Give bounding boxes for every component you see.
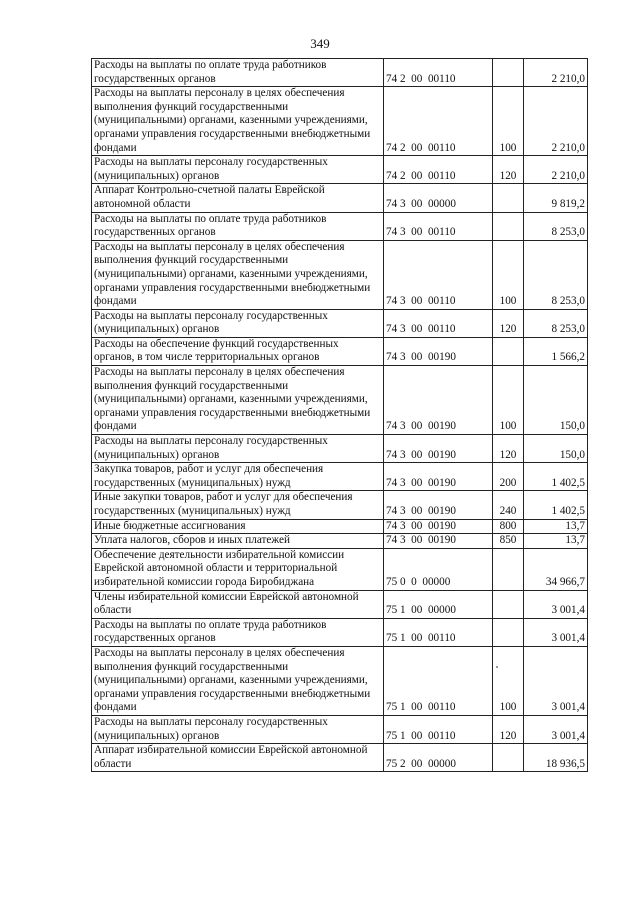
row-name: Расходы на выплаты персоналу государственных (муниципальных) органов: [92, 156, 384, 184]
table-row: [92, 240, 588, 309]
table-row: [92, 646, 588, 715]
row-type: [493, 59, 524, 87]
row-amount: 3 001,4: [524, 590, 588, 618]
row-code: 75 1 00 00110: [384, 618, 493, 646]
row-type: [493, 744, 524, 772]
row-code: 74 2 00 00110: [384, 59, 493, 87]
row-amount: 1 402,5: [524, 491, 588, 519]
page-number: 349: [310, 36, 330, 51]
row-code: 74 3 00 00190: [384, 491, 493, 519]
row-type: [493, 618, 524, 646]
row-type: 800: [493, 519, 524, 534]
row-code: 74 3 00 00190: [384, 463, 493, 491]
row-amount: 2 210,0: [524, 59, 588, 87]
table-row: [92, 366, 588, 435]
table-row: [92, 590, 588, 618]
row-type: 120: [493, 435, 524, 463]
row-name: Расходы на выплаты персоналу в целях обеспечения выполнения функций государственными (муниципальными) органами, казенными учреждениями, органами управления государственными внебюджетными фондами: [92, 366, 384, 435]
row-code: 74 3 00 00000: [384, 184, 493, 212]
row-type: 120: [493, 715, 524, 743]
row-code: 75 1 00 00110: [384, 646, 493, 715]
row-type: 120: [493, 309, 524, 337]
row-name: Расходы на выплаты персоналу в целях обеспечения выполнения функций государственными (муниципальными) органами, казенными учреждениями, органами управления государственными внебюджетными фондами: [92, 240, 384, 309]
row-code: 75 1 00 00110: [384, 715, 493, 743]
row-type: 240: [493, 491, 524, 519]
row-amount: 13,7: [524, 519, 588, 534]
row-amount: 3 001,4: [524, 715, 588, 743]
row-amount: 8 253,0: [524, 240, 588, 309]
row-amount: 150,0: [524, 435, 588, 463]
row-name: Расходы на обеспечение функций государственных органов, в том числе территориальных органов: [92, 337, 384, 365]
table-row: [92, 156, 588, 184]
row-code: 75 2 00 00000: [384, 744, 493, 772]
row-name: Расходы на выплаты персоналу в целях обеспечения выполнения функций государственными (муниципальными) органами, казенными учреждениями, органами управления государственными внебюджетными фондами: [92, 87, 384, 156]
row-amount: 2 210,0: [524, 87, 588, 156]
row-name: Расходы на выплаты персоналу государственных (муниципальных) органов: [92, 309, 384, 337]
table-row: [92, 435, 588, 463]
row-type: 100: [493, 366, 524, 435]
row-type: 850: [493, 534, 524, 549]
table-row: [92, 309, 588, 337]
row-code: 74 3 00 00190: [384, 519, 493, 534]
row-type: [493, 548, 524, 590]
row-name: Аппарат избирательной комиссии Еврейской автономной области: [92, 744, 384, 772]
budget-table: [91, 58, 588, 772]
row-code: 74 3 00 00110: [384, 309, 493, 337]
row-type: 100: [493, 646, 524, 715]
row-name: Расходы на выплаты по оплате труда работников государственных органов: [92, 59, 384, 87]
row-type: 200: [493, 463, 524, 491]
row-amount: 2 210,0: [524, 156, 588, 184]
row-amount: 8 253,0: [524, 309, 588, 337]
row-code: 75 0 0 00000: [384, 548, 493, 590]
row-code: 75 1 00 00000: [384, 590, 493, 618]
table-row: [92, 491, 588, 519]
row-amount: 8 253,0: [524, 212, 588, 240]
row-code: 74 3 00 00110: [384, 240, 493, 309]
row-name: Закупка товаров, работ и услуг для обеспечения государственных (муниципальных) нужд: [92, 463, 384, 491]
table-row: [92, 212, 588, 240]
row-code: 74 3 00 00110: [384, 212, 493, 240]
row-code: 74 3 00 00190: [384, 534, 493, 549]
row-name: Расходы на выплаты персоналу в целях обеспечения выполнения функций государственными (муниципальными) органами, казенными учреждениями, органами управления государственными внебюджетными фондами: [92, 646, 384, 715]
table-row: [92, 715, 588, 743]
row-code: 74 2 00 00110: [384, 87, 493, 156]
row-type: [493, 184, 524, 212]
row-type: [493, 590, 524, 618]
row-name: Расходы на выплаты персоналу государственных (муниципальных) органов: [92, 715, 384, 743]
table-row: [92, 337, 588, 365]
row-amount: 3 001,4: [524, 646, 588, 715]
row-amount: 13,7: [524, 534, 588, 549]
table-row: [92, 618, 588, 646]
row-amount: 3 001,4: [524, 618, 588, 646]
row-code: 74 3 00 00190: [384, 366, 493, 435]
table-row: [92, 548, 588, 590]
row-code: 74 2 00 00110: [384, 156, 493, 184]
row-name: Иные закупки товаров, работ и услуг для обеспечения государственных (муниципальных) нужд: [92, 491, 384, 519]
row-amount: 9 819,2: [524, 184, 588, 212]
row-type: [493, 337, 524, 365]
row-code: 74 3 00 00190: [384, 337, 493, 365]
row-type: 100: [493, 240, 524, 309]
row-amount: 1 402,5: [524, 463, 588, 491]
row-name: Иные бюджетные ассигнования: [92, 519, 384, 534]
row-name: Члены избирательной комиссии Еврейской автономной области: [92, 590, 384, 618]
table-row: [92, 463, 588, 491]
table-row: [92, 87, 588, 156]
table-row: [92, 519, 588, 534]
table-row: [92, 59, 588, 87]
row-type: [493, 212, 524, 240]
row-amount: 18 936,5: [524, 744, 588, 772]
scan-speck: [496, 666, 498, 668]
table-row: [92, 744, 588, 772]
row-type: 120: [493, 156, 524, 184]
row-name: Расходы на выплаты по оплате труда работников государственных органов: [92, 618, 384, 646]
row-name: Обеспечение деятельности избирательной комиссии Еврейской автономной области и территориальной избирательной комиссии города Биробиджана: [92, 548, 384, 590]
row-amount: 1 566,2: [524, 337, 588, 365]
row-code: 74 3 00 00190: [384, 435, 493, 463]
row-name: Уплата налогов, сборов и иных платежей: [92, 534, 384, 549]
row-name: Расходы на выплаты по оплате труда работников государственных органов: [92, 212, 384, 240]
table-row: [92, 184, 588, 212]
row-name: Аппарат Контрольно-счетной палаты Еврейской автономной области: [92, 184, 384, 212]
row-amount: 34 966,7: [524, 548, 588, 590]
row-amount: 150,0: [524, 366, 588, 435]
table-row: [92, 534, 588, 549]
row-type: 100: [493, 87, 524, 156]
row-name: Расходы на выплаты персоналу государственных (муниципальных) органов: [92, 435, 384, 463]
